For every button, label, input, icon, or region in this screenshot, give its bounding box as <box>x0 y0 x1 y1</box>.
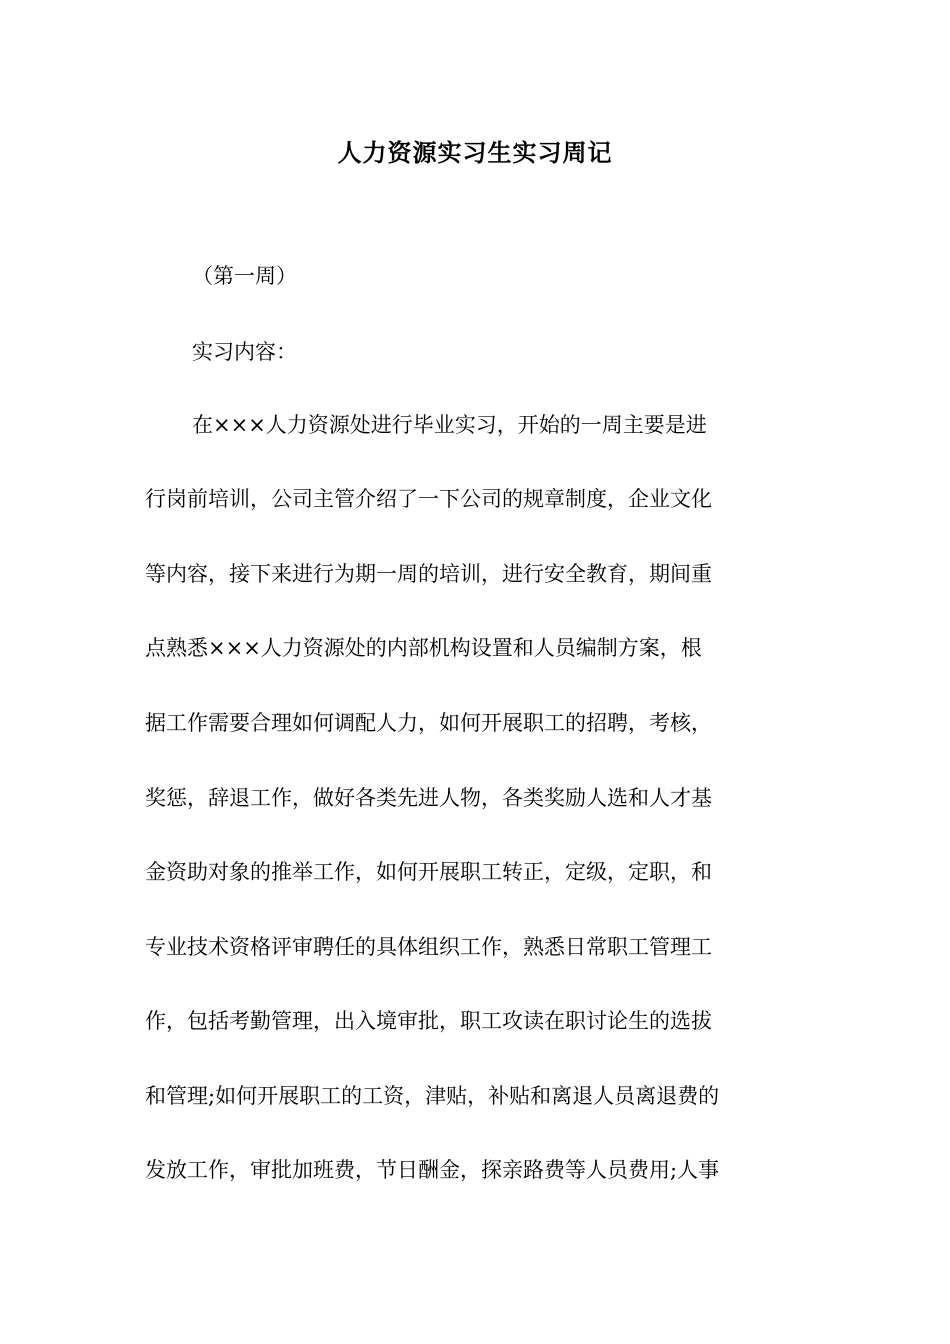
body-line: 点熟悉×××人力资源处的内部机构设置和人员编制方案，根 <box>145 636 702 660</box>
body-line: 作，包括考勤管理，出入境审批，职工攻读在职讨论生的选拔 <box>145 1009 712 1033</box>
body-line: 发放工作，审批加班费，节日酬金，探亲路费等人员费用;人事 <box>145 1158 720 1182</box>
body-line: 据工作需要合理如何调配人力，如何开展职工的招聘，考核， <box>145 711 712 735</box>
body-line: 专业技术资格评审聘任的具体组织工作，熟悉日常职工管理工 <box>145 935 712 959</box>
body-line: 金资助对象的推举工作，如何开展职工转正，定级，定职，和 <box>145 860 712 884</box>
body-line: 等内容，接下来进行为期一周的培训，进行安全教育，期间重 <box>145 562 712 586</box>
body-line: 和管理;如何开展职工的工资，津贴，补贴和离退人员离退费的 <box>145 1084 720 1108</box>
body-line: 在×××人力资源处进行毕业实习，开始的一周主要是进 <box>192 413 707 437</box>
section-label: 实习内容： <box>192 340 297 364</box>
body-line: 行岗前培训，公司主管介绍了一下公司的规章制度，企业文化 <box>145 487 712 511</box>
document-title: 人力资源实习生实习周记 <box>337 138 613 167</box>
body-line: 奖惩，辞退工作，做好各类先进人物，各类奖励人选和人才基 <box>145 786 712 810</box>
week-label: （第一周） <box>192 264 297 288</box>
